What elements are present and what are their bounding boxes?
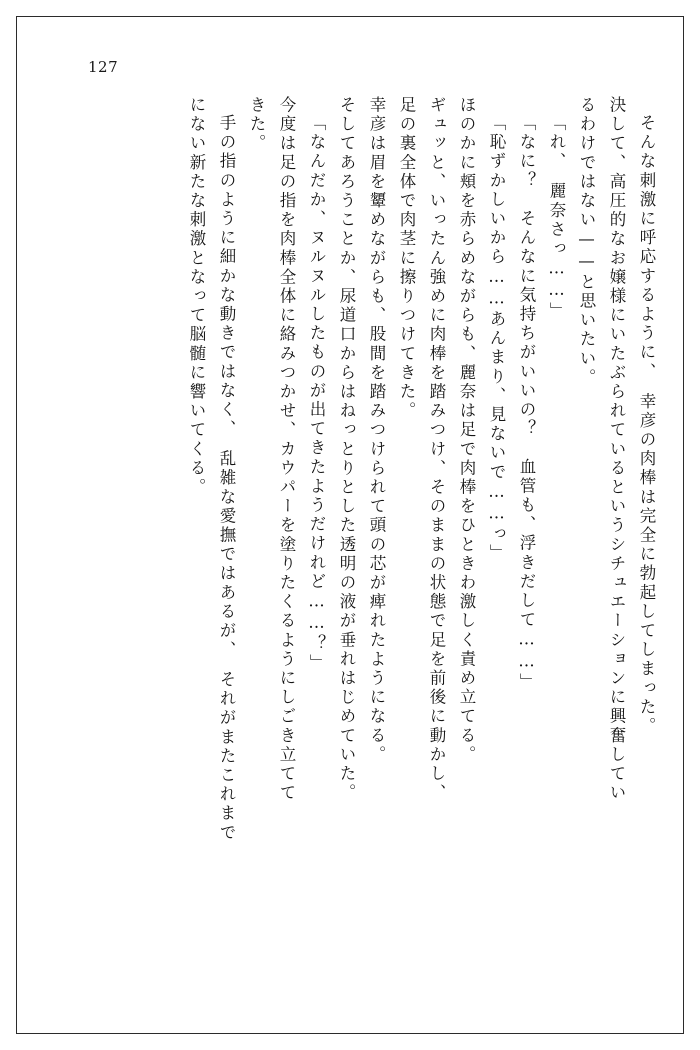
text-line: そしてあろうことか、尿道口からはねっとりとした透明の液が垂れはじめていた。 [337, 96, 356, 803]
text-line: 「れ、 麗奈さっ……」 [547, 114, 566, 321]
text-line: 「なに？ そんなに気持ちがいいの？ 血管も、浮きだして……」 [517, 114, 536, 692]
text-line: ほのかに頬を赤らめながらも、麗奈は足で肉棒をひときわ激しく責め立てる。 [457, 96, 476, 765]
text-line: ギュッと、いったん強めに肉棒を踏みつけ、そのままの状態で足を前後に動かし、 [427, 96, 446, 803]
text-line: そんな刺激に呼応するように、 幸彦の肉棒は完全に勃起してしまった。 [637, 114, 656, 737]
text-line: 手の指のように細かな動きではなく、 乱雑な愛撫ではあるが、 それがまたこれまで [217, 114, 236, 843]
page-number: 127 [88, 58, 119, 76]
text-line: 足の裏全体で肉茎に擦りつけてきた。 [397, 96, 416, 421]
text-line: るわけではない——と思いたい。 [577, 96, 596, 388]
text-line: 決して、高圧的なお嬢様にいたぶられているというシチュエーションに興奮してい [607, 96, 626, 803]
text-line: にない新たな刺激となって脳髄に響いてくる。 [187, 96, 206, 498]
text-line: きた。 [247, 96, 266, 154]
text-line: 幸彦は眉を顰めながらも、股間を踏みつけられて頭の芯が痺れたようになる。 [367, 96, 386, 765]
text-line: 「なんだか、ヌルヌルしたものが出てきたようだけれど……？」 [307, 114, 326, 673]
body-text [62, 96, 654, 976]
text-line: 「恥ずかしいから……あんまり、見ないで……っ」 [487, 114, 506, 564]
text-line: 今度は足の指を肉棒全体に絡みつかせ、カウパーを塗りたくるようにしごき立てて [277, 96, 296, 803]
